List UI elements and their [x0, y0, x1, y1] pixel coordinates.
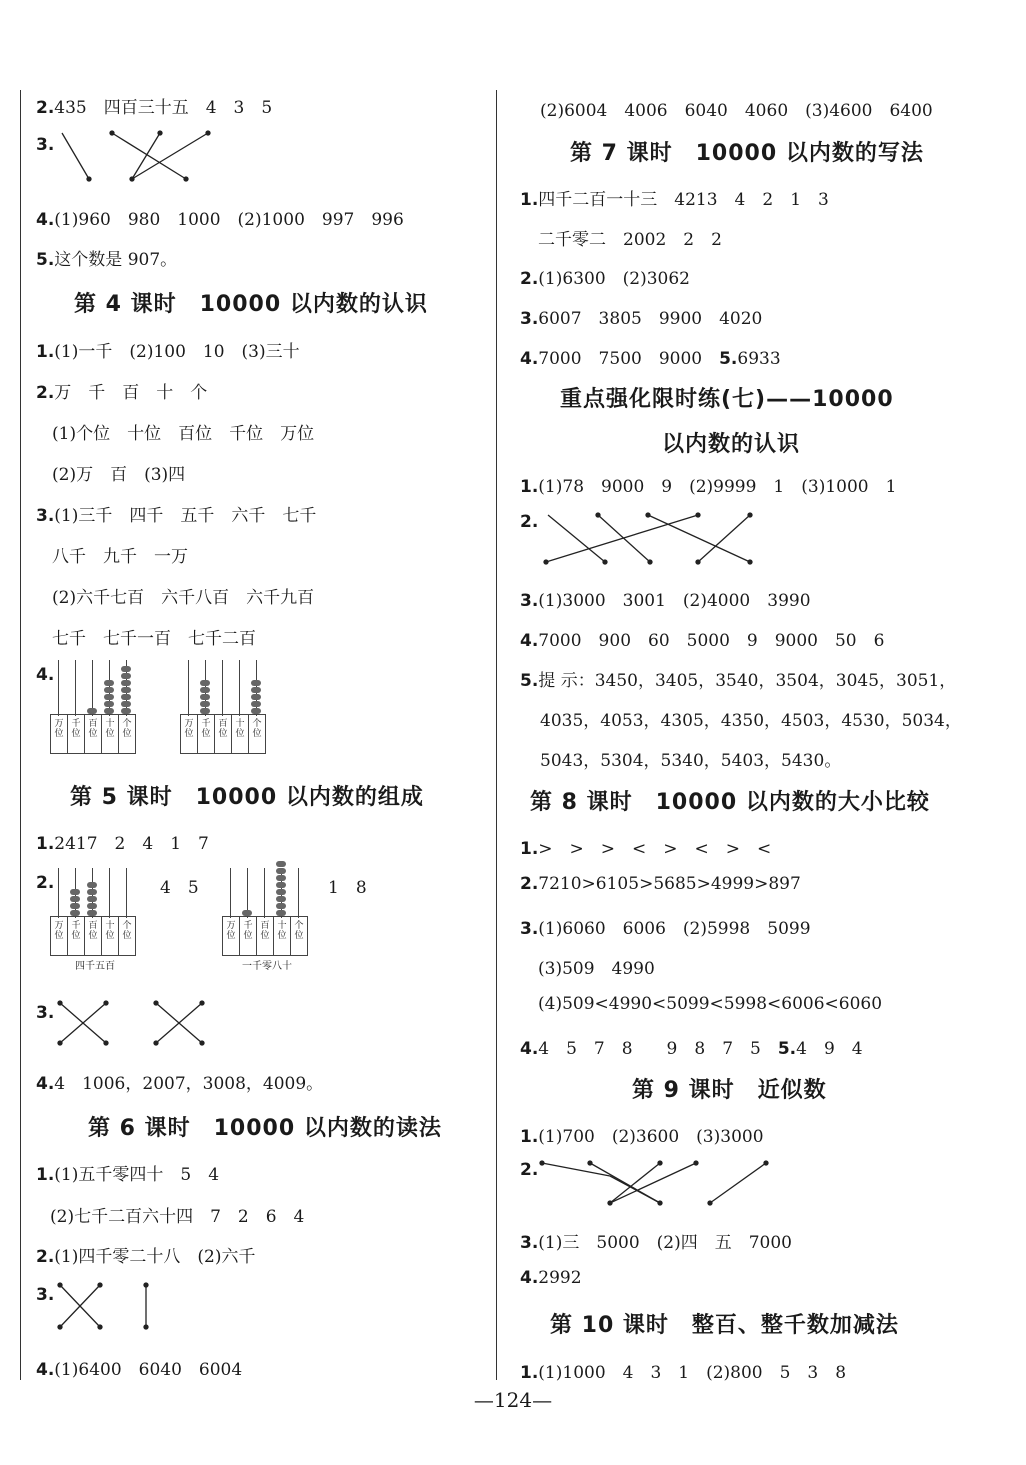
- answer-line: 2.7210>6105>5685>4999>897: [520, 874, 801, 894]
- abacus-figure: 万位 千位 百位 十位 个位 四千五百: [50, 870, 140, 956]
- matching-lines-figure: [56, 1282, 196, 1332]
- answer-line: 2.: [520, 512, 539, 532]
- section-heading: 第 5 课时 10000 以内数的组成: [70, 785, 424, 810]
- answer-line: 2.435 四百三十五 4 3 5: [36, 98, 273, 118]
- matching-lines-figure: [538, 510, 768, 568]
- answer-line: 2.: [36, 873, 55, 893]
- answer-line: 3.(1)3000 3001 (2)4000 3990: [520, 591, 811, 611]
- abacus-figure: 万位 千位 百位 十位 个位: [180, 660, 270, 754]
- answer-line: 3.: [36, 135, 55, 155]
- matching-lines-figure: [56, 130, 236, 185]
- answer-line: 七千 七千一百 七千二百: [52, 629, 256, 649]
- section-heading: 以内数的认识: [662, 432, 801, 457]
- section-heading: 第 7 课时 10000 以内数的写法: [570, 141, 924, 166]
- answer-line: 1 8: [328, 878, 367, 898]
- answer-line: 2.(1)6300 (2)3062: [520, 269, 690, 289]
- abacus-figure: 万位 千位 百位 十位 个位: [50, 660, 140, 754]
- answer-line: 4.4 5 7 8 9 8 7 5 5.4 9 4: [520, 1039, 863, 1059]
- answer-line: (3)509 4990: [538, 959, 655, 979]
- matching-lines-figure: [56, 1000, 246, 1050]
- answer-line: 5043，5304，5340，5403，5430。: [540, 751, 842, 771]
- answer-line: (2)七千二百六十四 7 2 6 4: [50, 1207, 305, 1227]
- matching-lines-figure: [540, 1158, 780, 1208]
- answer-line: 4 5: [160, 878, 199, 898]
- answer-line: 3.: [36, 1285, 55, 1305]
- answer-line: (2)万 百 (3)四: [52, 465, 186, 485]
- answer-line: 4.(1)960 980 1000 (2)1000 997 996: [36, 210, 404, 230]
- answer-line: 4.2992: [520, 1268, 582, 1288]
- answer-line: 5.这个数是 907。: [36, 250, 178, 270]
- answer-line: (4)509<4990<5099<5998<6006<6060: [538, 994, 883, 1014]
- left-margin-rule: [20, 90, 21, 1380]
- column-divider: [496, 90, 497, 1380]
- answer-line: 3.(1)三千 四千 五千 六千 七千: [36, 506, 317, 526]
- answer-line: 1.> > > < > < > <: [520, 839, 772, 859]
- answer-line: 1.(1)五千零四十 5 4: [36, 1165, 220, 1185]
- answer-line: 八千 九千 一万: [52, 547, 188, 567]
- abacus-figure: 万位 千位 百位 十位 个位 一千零八十: [222, 870, 312, 956]
- section-heading: 第 4 课时 10000 以内数的认识: [74, 292, 428, 317]
- answer-line: 4.(1)6400 6040 6004: [36, 1360, 243, 1380]
- answer-line: 2.万 千 百 十 个: [36, 383, 208, 403]
- answer-line: 1.四千二百一十三 4213 4 2 1 3: [520, 190, 829, 210]
- answer-line: 4035，4053，4305，4350，4503，4530，5034，: [540, 711, 962, 731]
- answer-line: 1.(1)700 (2)3600 (3)3000: [520, 1127, 764, 1147]
- section-heading: 第 10 课时 整百、整千数加减法: [550, 1313, 899, 1338]
- section-heading: 第 6 课时 10000 以内数的读法: [88, 1116, 442, 1141]
- answer-line: 1.(1)78 9000 9 (2)9999 1 (3)1000 1: [520, 477, 897, 497]
- answer-line: 4.7000 7500 9000 5.6933: [520, 349, 781, 369]
- answer-line: 3.: [36, 1003, 55, 1023]
- answer-line: 1.(1)一千 (2)100 10 (3)三十: [36, 342, 300, 362]
- answer-line: 4.7000 900 60 5000 9 9000 50 6: [520, 631, 885, 651]
- answer-line: 1.2417 2 4 1 7: [36, 834, 209, 854]
- answer-line: 4.4 1006，2007，3008，4009。: [36, 1074, 324, 1094]
- answer-line: 二千零二 2002 2 2: [538, 230, 722, 250]
- answer-line: 5.提 示：3450，3405，3540，3504，3045，3051，: [520, 671, 957, 691]
- answer-line: (2)六千七百 六千八百 六千九百: [52, 588, 315, 608]
- page-number: —124—: [473, 1388, 553, 1412]
- section-heading: 重点强化限时练(七)——10000: [560, 387, 894, 412]
- answer-line: 4.: [36, 665, 55, 685]
- answer-line: 3.(1)6060 6006 (2)5998 5099: [520, 919, 811, 939]
- answer-line: (1)个位 十位 百位 千位 万位: [52, 424, 315, 444]
- answer-line: 2.: [520, 1160, 539, 1180]
- answer-line: 2.(1)四千零二十八 (2)六千: [36, 1247, 256, 1267]
- section-heading: 第 8 课时 10000 以内数的大小比较: [530, 790, 930, 815]
- section-heading: 第 9 课时 近似数: [632, 1078, 827, 1103]
- answer-line: (2)6004 4006 6040 4060 (3)4600 6400: [540, 101, 933, 121]
- answer-line: 3.(1)三 5000 (2)四 五 7000: [520, 1233, 792, 1253]
- answer-line: 1.(1)1000 4 3 1 (2)800 5 3 8: [520, 1363, 847, 1383]
- answer-line: 3.6007 3805 9900 4020: [520, 309, 763, 329]
